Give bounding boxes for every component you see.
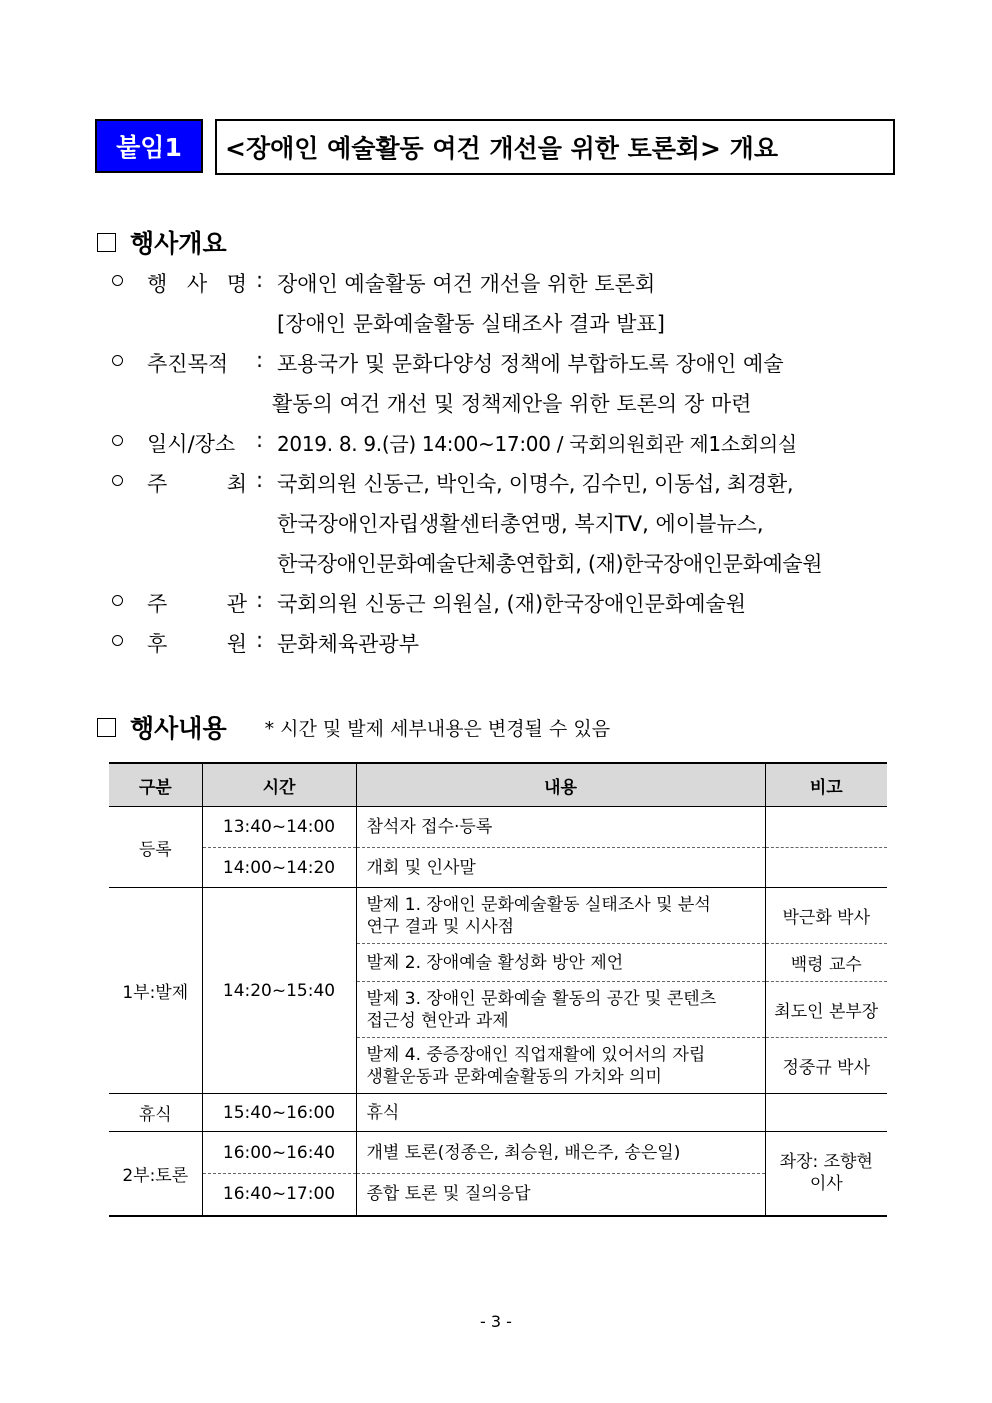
table-row [109, 1132, 887, 1174]
document-title-text: <장애인 예술활동 여건 개선을 위한 토론회> 개요 [225, 134, 778, 163]
content-cell: 휴식 [356, 1094, 765, 1132]
note-cell: 좌장: 조향현 이사 [765, 1132, 887, 1216]
item-label: 후 원 [147, 632, 247, 656]
item-value: 문화체육관광부 [277, 632, 420, 656]
program-table [109, 762, 887, 1217]
table-header-row [109, 763, 887, 807]
note-cell: 백령 교수 [765, 944, 887, 982]
item-label: 주 관 [147, 592, 247, 616]
attachment-badge: 붙임1 [95, 119, 203, 173]
overview-item-host: 주 최 : 국회의원 신동근, 박인숙, 이명수, 김수민, 이동섭, 최경환, [112, 468, 912, 498]
circle-bullet-icon [112, 475, 123, 486]
content-cell: 참석자 접수·등록 [356, 807, 765, 848]
document-title [215, 119, 895, 175]
item-value-continued: [장애인 문화예술활동 실태조사 결과 발표] [277, 312, 665, 336]
content-cell: 개회 및 인사말 [356, 848, 765, 888]
content-cell: 발제 3. 장애인 문화예술 활동의 공간 및 콘텐츠 접근성 현안과 과제 [356, 982, 765, 1038]
time-cell: 14:00~14:20 [202, 848, 356, 888]
note-cell: 최도인 본부장 [765, 982, 887, 1038]
overview-item-event-name: 행 사 명 : 장애인 예술활동 여건 개선을 위한 토론회 [112, 268, 912, 298]
note-cell: 정중규 박사 [765, 1038, 887, 1094]
item-value: 2019. 8. 9.(금) 14:00~17:00 / 국회의원회관 제1소회의실 [277, 432, 797, 456]
item-label: 일시/장소 [147, 432, 236, 456]
item-value-continued: 한국장애인자립생활센터총연맹, 복지TV, 에이블뉴스, [277, 512, 764, 536]
item-label: 추진목적 [147, 352, 229, 376]
overview-item-sponsor: 후 원 : 문화체육관광부 [112, 628, 912, 658]
item-value-continued: 활동의 여건 개선 및 정책제안을 위한 토론의 장 마련 [272, 392, 752, 416]
item-value: 국회의원 신동근 의원실, (재)한국장애인문화예술원 [277, 592, 747, 616]
group-cell-break: 휴식 [109, 1094, 202, 1132]
checkbox-square-icon [97, 233, 116, 252]
time-cell: 16:40~17:00 [202, 1174, 356, 1216]
overview-item-organizer: 주 관 : 국회의원 신동근 의원실, (재)한국장애인문화예술원 [112, 588, 912, 618]
circle-bullet-icon [112, 595, 123, 606]
section-program-title: 행사내용 [130, 714, 227, 743]
content-cell: 종합 토론 및 질의응답 [356, 1174, 765, 1216]
section-program-heading [97, 709, 610, 745]
table-row [109, 848, 887, 888]
item-label: 행 사 명 [147, 272, 247, 296]
table-row [109, 807, 887, 848]
circle-bullet-icon [112, 635, 123, 646]
group-cell-part2: 2부:토론 [109, 1132, 202, 1216]
column-header: 내용 [356, 763, 765, 807]
overview-item-purpose: 추진목적 : 포용국가 및 문화다양성 정책에 부합하도록 장애인 예술 [112, 348, 912, 378]
item-value: 장애인 예술활동 여건 개선을 위한 토론회 [277, 272, 656, 296]
program-note: * 시간 및 발제 세부내용은 변경될 수 있음 [264, 717, 611, 740]
time-cell: 13:40~14:00 [202, 807, 356, 848]
overview-item-datetime-place: 일시/장소 : 2019. 8. 9.(금) 14:00~17:00 / 국회의원회관 제1소회의실 [112, 428, 912, 458]
time-cell: 14:20~15:40 [202, 888, 356, 1094]
item-value: 국회의원 신동근, 박인숙, 이명수, 김수민, 이동섭, 최경환, [277, 472, 794, 496]
column-header: 비고 [765, 763, 887, 807]
content-cell: 개별 토론(정종은, 최승원, 배은주, 송은일) [356, 1132, 765, 1174]
section-overview-title: 행사개요 [130, 229, 227, 258]
note-cell: 박근화 박사 [765, 888, 887, 944]
item-value-continued: 한국장애인문화예술단체총연합회, (재)한국장애인문화예술원 [277, 552, 823, 576]
time-cell: 16:00~16:40 [202, 1132, 356, 1174]
circle-bullet-icon [112, 435, 123, 446]
item-label: 주 최 [147, 472, 247, 496]
circle-bullet-icon [112, 275, 123, 286]
page-number: - 3 - [480, 1312, 512, 1331]
content-cell: 발제 2. 장애예술 활성화 방안 제언 [356, 944, 765, 982]
item-value: 포용국가 및 문화다양성 정책에 부합하도록 장애인 예술 [277, 352, 784, 376]
content-cell: 발제 4. 중증장애인 직업재활에 있어서의 자립 생활운동과 문화예술활동의 가치와 의미 [356, 1038, 765, 1094]
group-cell-registration: 등록 [109, 807, 202, 888]
column-header: 시간 [202, 763, 356, 807]
note-cell [765, 807, 887, 848]
column-header: 구분 [109, 763, 202, 807]
note-cell [765, 848, 887, 888]
table-row [109, 888, 887, 944]
time-cell: 15:40~16:00 [202, 1094, 356, 1132]
circle-bullet-icon [112, 355, 123, 366]
content-cell: 발제 1. 장애인 문화예술활동 실태조사 및 분석 연구 결과 및 시사점 [356, 888, 765, 944]
section-overview-heading [97, 224, 227, 260]
table-row [109, 1094, 887, 1132]
group-cell-part1: 1부:발제 [109, 888, 202, 1094]
checkbox-square-icon [97, 718, 116, 737]
note-cell [765, 1094, 887, 1132]
